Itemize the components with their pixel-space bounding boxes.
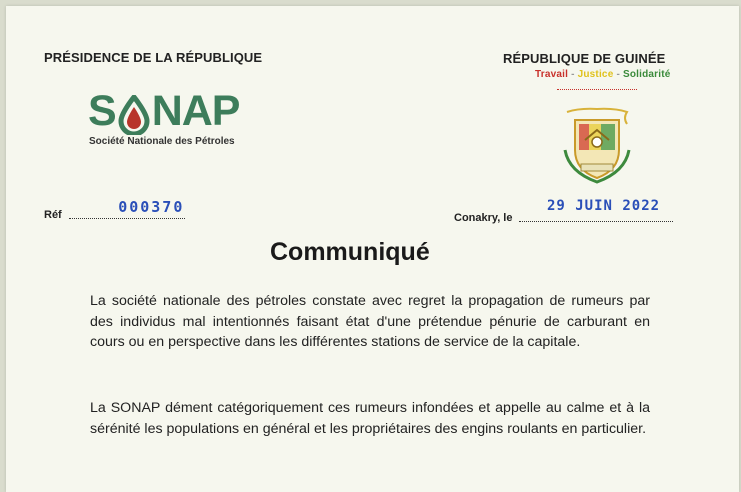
coat-of-arms-icon bbox=[559, 106, 635, 189]
sonap-logo bbox=[88, 87, 240, 147]
logo-letter-s: S bbox=[88, 87, 116, 135]
dateline bbox=[454, 198, 675, 226]
republic-header: RÉPUBLIQUE DE GUINÉE bbox=[503, 51, 666, 66]
body-paragraph-1: La société nationale des pétroles constate avec regret la propagation de rumeurs par des individus mal intentionnés faisant état d'une prétendue pénurie de carburant en cours ou en perspective dans les différentes stations de service de la capitale. bbox=[90, 293, 650, 350]
communique-title: Communiqué bbox=[270, 238, 430, 266]
body-paragraph-2: La SONAP dément catégoriquement ces rumeurs infondées et appelle au calme et à la sérénité les populations en général et les propriétaires des engins roulants en particulier. bbox=[90, 400, 650, 437]
motto-underline bbox=[557, 89, 637, 90]
national-motto bbox=[535, 69, 671, 80]
logo-letters-nap: NAP bbox=[151, 87, 240, 135]
motto-separator: - bbox=[568, 69, 578, 80]
dateline-label: Conakry, le bbox=[454, 212, 513, 224]
motto-travail: Travail bbox=[535, 69, 569, 80]
motto-solidarite: Solidarité bbox=[622, 69, 671, 80]
logo-subtitle: Société Nationale des Pétroles bbox=[89, 136, 235, 147]
oil-drop-icon bbox=[117, 95, 151, 133]
motto-separator: - bbox=[613, 69, 623, 80]
date-stamp: 29 JUIN 2022 bbox=[546, 198, 661, 214]
reference-label: Réf bbox=[44, 209, 62, 221]
reference-number: 000370 bbox=[118, 198, 185, 216]
document-page bbox=[6, 6, 739, 492]
reference-line bbox=[44, 198, 188, 223]
presidency-header: PRÉSIDENCE DE LA RÉPUBLIQUE bbox=[44, 50, 263, 65]
motto-justice: Justice bbox=[577, 69, 614, 80]
